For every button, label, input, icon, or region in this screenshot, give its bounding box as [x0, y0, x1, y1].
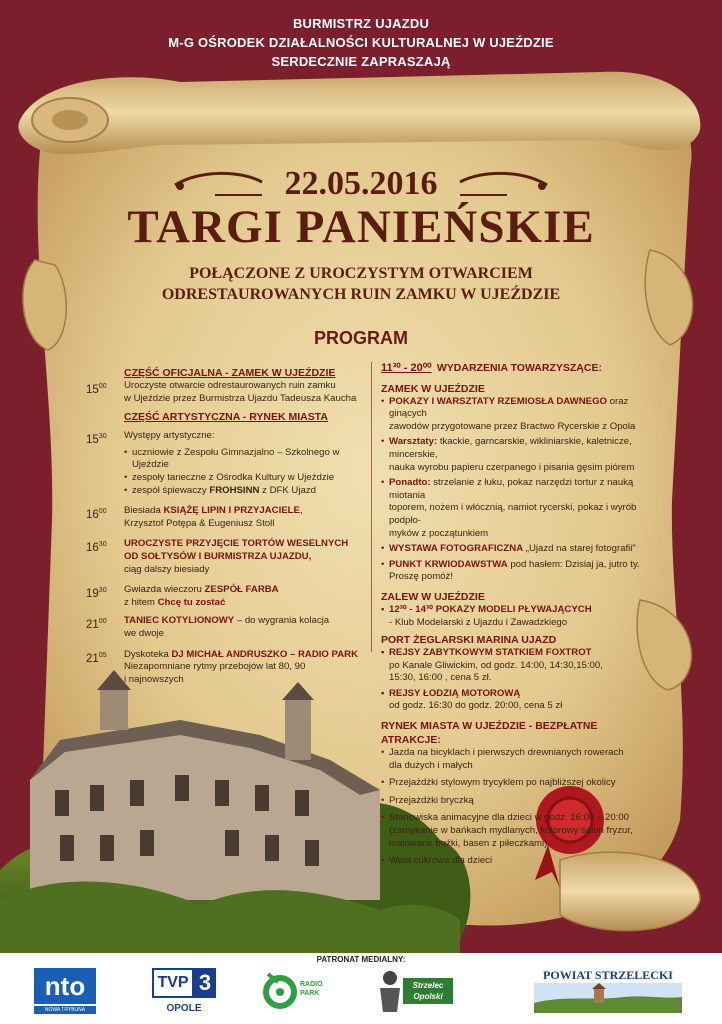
- program-left-column: [86, 366, 371, 686]
- powiat-strzelecki-logo[interactable]: POWIAT STRZELECKI: [534, 968, 682, 1016]
- entry-text: Występy artystyczne:: [124, 430, 215, 442]
- entry-text: OD SOŁTYSÓW I BURMISTRZA UJAZDU,: [124, 550, 312, 562]
- side-event-text: malowane buźki, basen z piłeczkami): [389, 837, 548, 849]
- entry-bullet: • zespół śpiewaczy FROHSINN z DFK Ujazd: [124, 485, 371, 498]
- location-market: RYNEK MIASTA W UJEŹDZIE - BEZPŁATNE ATRAKCJE:: [381, 720, 598, 747]
- entry-text: w Ujeździe przez Burmistrza Ujazdu Tadeusza Kaucha: [124, 392, 357, 404]
- side-event-item: • PUNKT KRWIODAWSTWA pod hasłem: Dzisiaj ja, jutro ty.: [381, 559, 651, 572]
- event-date: 22.05.2016: [284, 165, 438, 202]
- location-castle: ZAMEK W UJEŹDZIE: [381, 382, 485, 395]
- side-event-text: od godz. 16:30 do godz. 20:00, cena 5 zł: [389, 700, 563, 712]
- subtitle-line-1: POŁĄCZONE Z UROCZYSTYM OTWARCIEM: [189, 265, 533, 282]
- side-event-item: • Stanowiska animacyjne dla dzieci w godz. 16:00 – 20:00: [381, 812, 651, 825]
- entry-time: $16^{30}$: [86, 541, 107, 555]
- side-event-item: • POKAZY I WARSZTATY RZEMIOSŁA DAWNEGO oraz ginących: [381, 396, 651, 421]
- section-official: CZĘŚĆ OFICJALNA - ZAMEK W UJEŹDZIE: [124, 367, 336, 379]
- entry-text: Niezapomniane rytmy przebojów lat 80, 90: [124, 661, 306, 673]
- side-event-item: • 12³⁰ - 14³⁰ POKAZY MODELI PŁYWAJĄCYCH: [381, 604, 651, 617]
- entry-text: TANIEC KOTYLIONOWY – do wygrania kolacja: [124, 615, 330, 627]
- program-entry: [86, 615, 371, 640]
- radio-park-text: PARK: [300, 990, 320, 997]
- entry-text: Biesiada KSIĄŻĘ LIPIN I PRZYJACIELE,: [124, 505, 303, 517]
- side-events-heading: 11³⁰ - 20⁰⁰ WYDARZENIA TOWARZYSZĄCE:: [381, 362, 602, 374]
- radio-park-icon: [262, 968, 298, 1012]
- organizer-line-2: M-G OŚRODEK DZIAŁALNOŚCI KULTURALNEJ W UJEŹDZIE: [168, 35, 554, 50]
- entry-bullet: • uczniowie z Zespołu Gimnazjalno – Szkolnego w Ujeździe: [124, 447, 371, 472]
- column-divider: [371, 362, 372, 652]
- entry-time: $21^{00}$: [86, 618, 107, 632]
- organizer-line-1: BURMISTRZ UJAZDU: [292, 16, 430, 31]
- entry-time: $19^{30}$: [86, 587, 107, 600]
- radio-park-logo[interactable]: [262, 968, 330, 1016]
- program-entry: [86, 505, 371, 530]
- archer-icon: [375, 968, 405, 1012]
- program-right-column: [381, 362, 651, 868]
- program-heading: PROGRAM: [314, 328, 408, 348]
- entry-time: $15^{30}$: [86, 433, 107, 447]
- side-event-text: zawodów przygotowane przez Bractwo Rycerskie z Opola: [389, 420, 636, 432]
- location-port: PORT ŻEGLARSKI MARINA UJAZD: [381, 634, 557, 647]
- event-title: TARGI PANIEŃSKIE: [127, 201, 595, 253]
- side-event-text: 15:30, 16:00 , cena 5 zł.: [389, 672, 492, 684]
- program-entry: [86, 380, 371, 405]
- entry-text: ciąg dalszy biesiady: [124, 563, 210, 575]
- radio-park-text: RADIO: [300, 981, 323, 988]
- program-entry: [86, 538, 371, 576]
- entry-text: z hitem Chcę tu zostać: [124, 596, 226, 608]
- nto-logo[interactable]: nto NOWA TRYBUNA OPOLSKA: [34, 968, 96, 1016]
- entry-text: Krzysztof Potępa & Eugeniusz Stoll: [124, 517, 275, 529]
- program-entry: [86, 430, 371, 497]
- side-event-item: • REJSY ZABYTKOWYM STATKIEM FOXTROT: [381, 647, 651, 660]
- program-entry: [86, 649, 371, 687]
- side-event-text: - Klub Modelarski z Ujazdu i Zawadzkiego: [389, 616, 568, 628]
- side-event-item: • Przejażdżki stylowym trycyklem po najbliższej okolicy: [381, 777, 651, 790]
- subtitle-line-2: ODRESTAUROWANYCH RUIN ZAMKU W UJEŹDZIE: [161, 286, 561, 303]
- side-event-item: • Wata cukrowa dla dzieci: [381, 855, 651, 868]
- side-event-item: • Ponadto: strzelanie z łuku, pokaz narzędzi tortur z nauką miotania: [381, 477, 651, 502]
- side-event-text: po Kanale Gliwickim, od godz. 14:00, 14:30,15:00,: [389, 659, 603, 671]
- side-event-item: • REJSY ŁODZIĄ MOTOROWĄ: [381, 688, 651, 701]
- side-event-text: myków z początunkiem: [389, 527, 489, 539]
- entry-text: UROCZYSTE PRZYJĘCIE TORTÓW WESELNYCH: [124, 538, 349, 550]
- powiat-landscape-icon: [534, 983, 682, 1013]
- entry-text: Dyskoteka DJ MICHAŁ ANDRUSZKO – RADIO PARK: [124, 648, 359, 660]
- strzelec-opolski-logo[interactable]: Strzelec Opolski: [375, 968, 453, 1016]
- side-event-item: • Jazda na bicyklach i pierwszych drewnianych rowerach: [381, 747, 651, 760]
- entry-time: $21^{05}$: [86, 651, 107, 665]
- entry-text: we dwoje: [124, 627, 164, 639]
- organizer-line-3: SERDECZNIE ZAPRASZAJĄ: [271, 54, 451, 69]
- side-event-text: (zamykanie w bańkach mydlanych, kolorowy salon fryzur,: [389, 825, 633, 837]
- side-event-item: • Warsztaty: tkackie, garncarskie, wikliniarskie, kaletnicze, mincerskie,: [381, 436, 651, 461]
- side-event-text: dla dużych i małych: [389, 759, 473, 771]
- side-event-text: toporem, nożem i włócznią, namiot rycerski, pokaz i wyrób podpło-: [389, 502, 637, 526]
- side-event-text: Proszę pomóż!: [389, 571, 453, 583]
- entry-text: Uroczyste otwarcie odrestaurowanych ruin zamku: [124, 380, 336, 391]
- program-entry: [86, 584, 371, 609]
- entry-text: i najnowszych: [124, 673, 184, 685]
- section-artistic: CZĘŚĆ ARTYSTYCZNA - RYNEK MIASTA: [124, 411, 328, 424]
- event-subtitle: [0, 263, 722, 305]
- side-event-item: • Przejażdżki bryczką: [381, 795, 651, 808]
- location-lake: ZALEW W UJEŹDZIE: [381, 590, 485, 603]
- media-patronage-label: PATRONAT MEDIALNY:: [316, 955, 406, 964]
- entry-time: $15^{00}$: [86, 383, 107, 396]
- side-event-text: nauka wyrobu papieru czerpanego i pisania gęsim piórem: [389, 461, 635, 473]
- entry-bullet: • zespoły taneczne z Ośrodka Kultury w Ujeździe: [124, 472, 371, 485]
- entry-time: $16^{00}$: [86, 508, 107, 521]
- entry-text: Gwiazda wieczoru ZESPÓŁ FARBA: [124, 584, 279, 596]
- tvp3-logo[interactable]: TVP 3 OPOLE: [152, 968, 216, 1016]
- side-event-item: • WYSTAWA FOTOGRAFICZNA „Ujazd na starej fotografii": [381, 543, 651, 556]
